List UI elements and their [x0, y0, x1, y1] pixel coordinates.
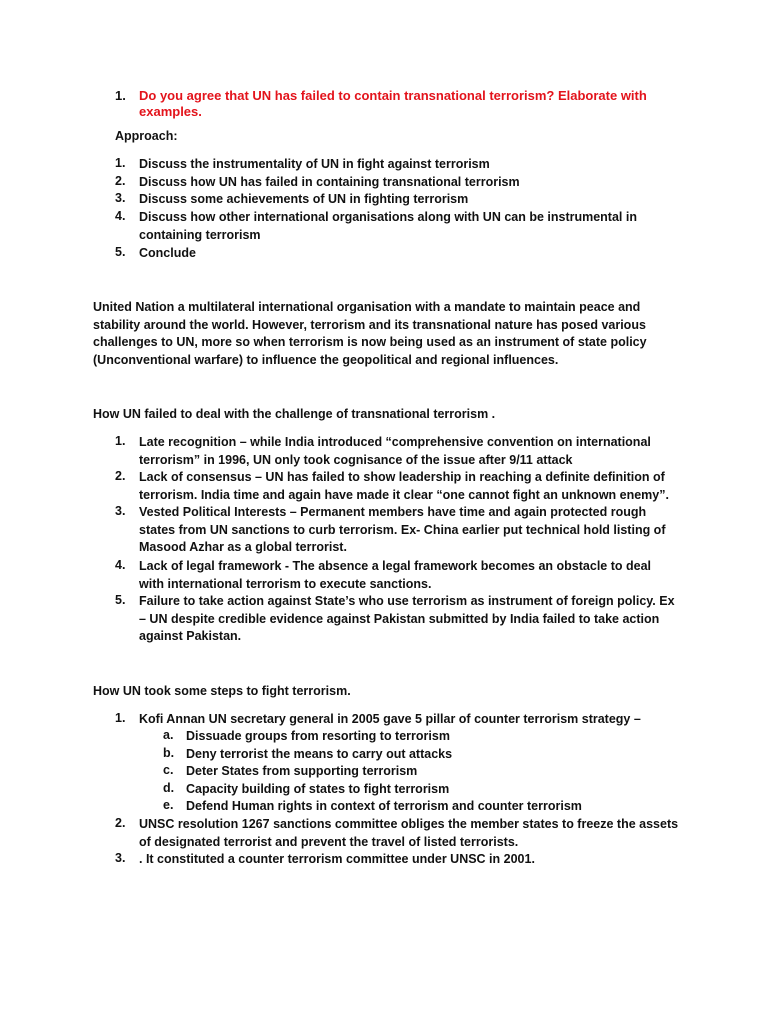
failure-item: Lack of consensus – UN has failed to show leadership in reaching a definite definition of terrorism. India time and again have made it clear “one cannot fight an unknown enemy”. — [139, 470, 669, 502]
failure-item-number: 3. — [115, 504, 126, 518]
intro-paragraph: United Nation a multilateral international organisation with a mandate to maintain peace and stability around the world. However, terrorism and its transnational nature has posed various challenges to UN, more so when terrorism is now being used as an instrument of state policy (Unconventional warfare) to influence the geopolitical and regional influences. — [93, 300, 647, 367]
question-text: Do you agree that UN has failed to contain transnational terrorism? Elaborate with examples. — [139, 88, 647, 119]
pillar-letter: d. — [163, 781, 175, 795]
approach-item: Discuss how UN has failed in containing transnational terrorism — [139, 175, 520, 189]
step-item: . It constituted a counter terrorism committee under UNSC in 2001. — [139, 852, 535, 866]
pillar-letter: b. — [163, 746, 175, 760]
failure-item-number: 5. — [115, 593, 126, 607]
pillar-item: Capacity building of states to fight terrorism — [186, 782, 450, 796]
approach-item-number: 1. — [115, 156, 126, 170]
approach-item: Conclude — [139, 246, 196, 260]
pillar-item: Defend Human rights in context of terrorism and counter terrorism — [186, 799, 582, 813]
steps-heading: How UN took some steps to fight terrorism. — [93, 684, 351, 698]
step-item-number: 2. — [115, 816, 126, 830]
step-item-number: 3. — [115, 851, 126, 865]
pillar-letter: c. — [163, 763, 174, 777]
step-item: UNSC resolution 1267 sanctions committee obliges the member states to freeze the assets of designated terrorist and prevent the travel of listed terrorists. — [139, 817, 679, 849]
approach-label: Approach: — [115, 129, 178, 143]
pillar-item: Deny terrorist the means to carry out attacks — [186, 747, 453, 761]
pillar-item: Dissuade groups from resorting to terrorism — [186, 729, 450, 743]
question-number: 1. — [115, 88, 126, 103]
approach-item: Discuss the instrumentality of UN in fight against terrorism — [139, 157, 490, 171]
failures-heading: How UN failed to deal with the challenge of transnational terrorism . — [93, 407, 496, 421]
pillar-letter: a. — [163, 728, 174, 742]
step-item: Kofi Annan UN secretary general in 2005 gave 5 pillar of counter terrorism strategy – — [139, 712, 641, 726]
failure-item-number: 1. — [115, 434, 126, 448]
failure-item: Lack of legal framework - The absence a legal framework becomes an obstacle to deal with international terrorism to execute sanctions. — [139, 559, 651, 591]
pillar-item: Deter States from supporting terrorism — [186, 764, 418, 778]
approach-item: Discuss some achievements of UN in fighting terrorism — [139, 192, 469, 206]
failure-item: Vested Political Interests – Permanent members have time and again protected rough states from UN sanctions to curb terrorism. Ex- China earlier put technical hold listing of Masood Azhar as a global terrorist. — [139, 505, 666, 555]
pillar-letter: e. — [163, 798, 174, 812]
failure-item-number: 2. — [115, 469, 126, 483]
failure-item-number: 4. — [115, 558, 126, 572]
step-item-number: 1. — [115, 711, 126, 725]
approach-item-number: 2. — [115, 174, 126, 188]
failure-item: Late recognition – while India introduced “comprehensive convention on international terrorism” in 1996, UN only took cognisance of the issue after 9/11 attack — [139, 435, 651, 467]
failure-item: Failure to take action against State’s who use terrorism as instrument of foreign policy. Ex – UN despite credible evidence against Pakistan submitted by India failed to take action against Pakistan. — [139, 594, 675, 644]
approach-item-number: 3. — [115, 191, 126, 205]
approach-item-number: 5. — [115, 245, 126, 259]
approach-item: Discuss how other international organisations along with UN can be instrumental in containing terrorism — [139, 210, 637, 242]
approach-item-number: 4. — [115, 209, 126, 223]
